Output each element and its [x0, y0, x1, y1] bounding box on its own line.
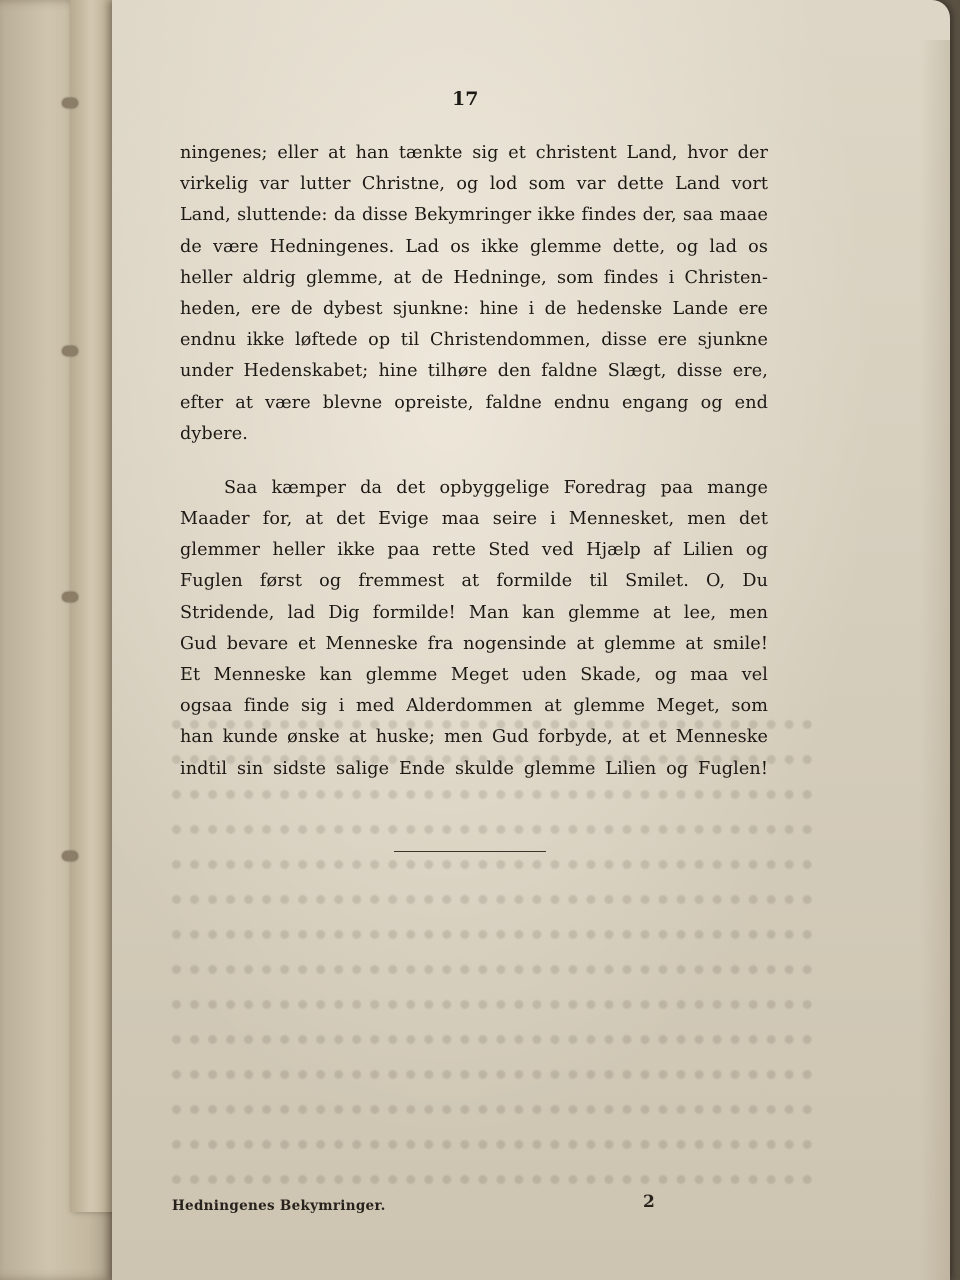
text-line: virkelig var lutter Christne, og lod som var dette Land vort	[180, 174, 768, 195]
binding-stitch-icon	[62, 592, 78, 602]
signature-mark: Hedningenes Bekymringer.	[172, 1198, 386, 1214]
binding-stitch-icon	[62, 851, 78, 861]
paragraph	[180, 473, 768, 785]
page-edge-shadow	[920, 40, 950, 1280]
text-line: endnu ikke løftede op til Christendommen, disse ere sjunkne	[180, 330, 768, 351]
text-line: indtil sin sidste salige Ende skulde glemme Lilien og Fuglen!	[180, 758, 768, 779]
text-line: Land, sluttende: da disse Bekymringer ikke findes der, saa maae	[180, 205, 768, 226]
text-line: heden, ere de dybest sjunkne: hine i de hedenske Lande ere	[180, 298, 768, 319]
paragraph	[180, 138, 768, 450]
text-line: de være Hedningenes. Lad os ikke glemme dette, og lad os	[180, 236, 768, 257]
text-line: Stridende, lad Dig formilde! Man kan glemme at lee, men	[180, 602, 768, 623]
text-line: ogsaa finde sig i med Alderdommen at glemme Meget, som	[180, 696, 768, 717]
page-number: 17	[452, 88, 479, 110]
text-line: under Hedenskabet; hine tilhøre den faldne Slægt, disse ere,	[180, 361, 768, 382]
text-line: heller aldrig glemme, at de Hedninge, som findes i Christen-	[180, 267, 768, 288]
book-page	[112, 0, 950, 1280]
text-line: Gud bevare et Menneske fra nogensinde at glemme at smile!	[180, 633, 768, 654]
section-divider	[394, 851, 546, 852]
paragraph-gap	[180, 450, 768, 473]
text-line: Et Menneske kan glemme Meget uden Skade, og maa vel	[180, 665, 768, 685]
text-line: glemmer heller ikke paa rette Sted ved Hjælp af Lilien og	[180, 540, 768, 561]
body-text	[180, 138, 768, 785]
text-line: ningenes; eller at han tænkte sig et christent Land, hvor der	[180, 143, 768, 163]
text-line: efter at være blevne opreiste, faldne endnu engang og end	[180, 392, 768, 413]
sheet-number: 2	[643, 1192, 655, 1212]
text-line: Saa kæmper da det opbyggelige Foredrag paa mange	[224, 477, 768, 498]
binding-strip	[70, 0, 114, 1212]
text-line: Maader for, at det Evige maa seire i Mennesket, men det	[180, 509, 768, 530]
binding-stitch-icon	[62, 98, 78, 108]
text-line: Fuglen først og fremmest at formilde til Smilet. O, Du	[180, 571, 768, 592]
text-line: han kunde ønske at huske; men Gud forbyde, at et Menneske	[180, 727, 768, 748]
text-line: dybere.	[180, 423, 248, 444]
binding-stitch-icon	[62, 346, 78, 356]
